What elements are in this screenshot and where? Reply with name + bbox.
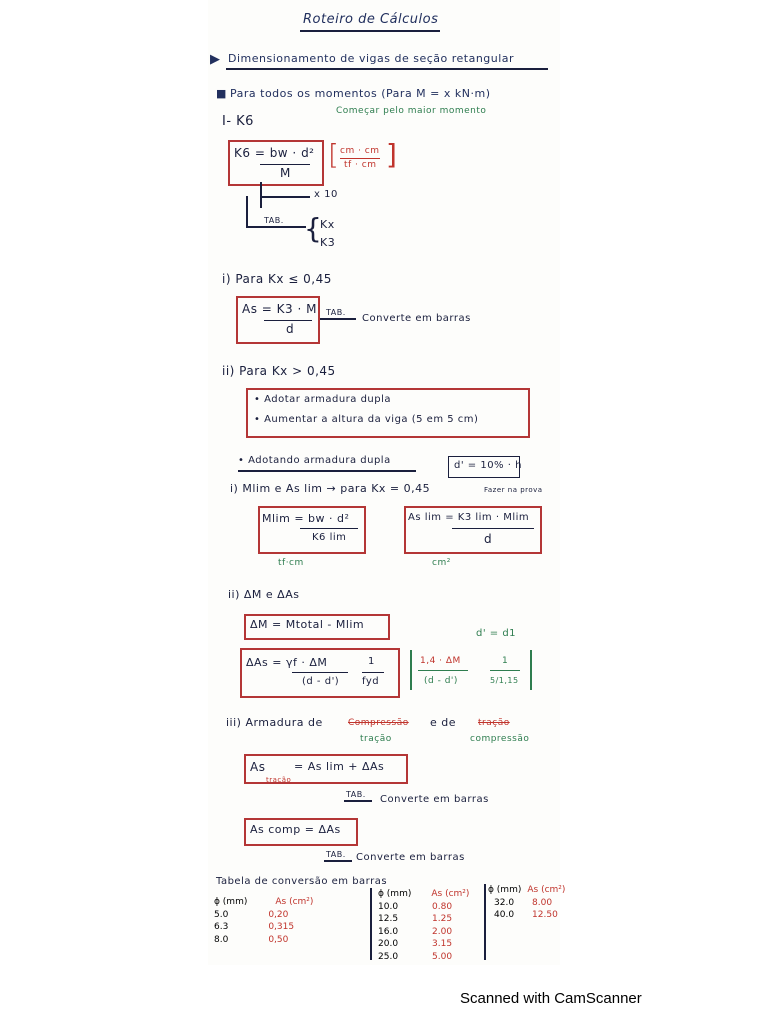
camscanner-footer: Scanned with CamScanner (460, 990, 642, 1007)
table-divider-2 (484, 884, 486, 960)
aslim-den: d (484, 532, 493, 546)
g2-as-2: 2.00 (432, 926, 453, 937)
tab-label-1: TAB. (264, 216, 284, 225)
momentos-hint: Começar pelo maior momento (336, 106, 487, 116)
mlim-num: Mlim = bw · d² (262, 512, 350, 525)
das-den: (d - d') (302, 676, 340, 687)
g1-phi-0: 5.0 (214, 909, 229, 920)
col-as-2: As (cm²) (431, 889, 470, 899)
converte-barras-2: Converte em barras (380, 794, 489, 805)
as-tracao-rhs: = As lim + ΔAs (294, 760, 385, 773)
converte-barras-1: Converte em barras (362, 313, 471, 324)
k6-arrow-down (260, 182, 262, 208)
g1-as-0: 0,20 (268, 909, 289, 920)
as-formula-num: As = K3 · M (242, 302, 317, 316)
k6-units-den: tf · cm (344, 160, 377, 170)
tab-arrow-down (246, 196, 248, 226)
e-de-label: e de (430, 716, 457, 729)
tab-brace: { (304, 212, 323, 245)
page-title: Roteiro de Cálculos (303, 12, 439, 27)
das-fraction-bar (292, 672, 348, 673)
k6-formula-den: M (280, 166, 291, 180)
tab-arrow-right (246, 226, 306, 228)
g3-phi-0: 32.0 (494, 897, 515, 908)
as-tab-arrow (320, 318, 356, 320)
dm-formula: ΔM = Mtotal - Mlim (250, 618, 365, 631)
das-alt2-bar (490, 670, 520, 671)
table-group-2 (378, 888, 469, 963)
k6-formula-num: K6 = bw · d² (234, 146, 315, 160)
comp-tab-arrow (324, 860, 352, 862)
das-alt-bar (418, 670, 468, 671)
g2-phi-4: 25.0 (378, 951, 399, 962)
tab-label-4: TAB. (326, 850, 346, 859)
col-as-3: As (cm²) (527, 885, 566, 895)
tracao-tab-arrow (344, 800, 372, 802)
section-arrow-icon: ▶ (210, 52, 221, 67)
g1-phi-1: 6.3 (214, 922, 229, 932)
g2-phi-3: 20.0 (378, 939, 399, 949)
as-tracao: As (250, 760, 266, 774)
g2-as-0: 0.80 (432, 901, 453, 912)
g3-as-0: 8.00 (532, 897, 553, 908)
das-alt-num: 1,4 · ΔM (420, 656, 461, 666)
table-group-1 (214, 896, 313, 946)
dupla-heading: • Adotando armadura dupla (238, 455, 391, 466)
g2-phi-1: 12.5 (378, 914, 399, 924)
aslim-fraction-bar (452, 528, 534, 529)
fazer-prova: Fazer na prova (484, 486, 543, 494)
col-as-1: As (cm²) (275, 897, 314, 907)
step-iii-label: iii) Armadura de (226, 716, 323, 729)
g1-phi-2: 8.0 (214, 934, 229, 945)
section-underline (226, 68, 548, 70)
dupla-underline (238, 470, 416, 472)
col-phi-3: ϕ (mm) (488, 885, 522, 895)
section-heading: Dimensionamento de vigas de seção retangular (228, 52, 515, 65)
as-comp: As comp = ΔAs (250, 823, 341, 836)
k6-units-num: cm · cm (340, 146, 380, 156)
g2-as-1: 1.25 (432, 914, 453, 924)
das-frac2-den: fyd (362, 676, 380, 687)
g2-as-3: 3.15 (432, 939, 453, 949)
tracao-label: tração (360, 734, 392, 744)
table-heading: Tabela de conversão em barras (216, 876, 388, 887)
struck-word-2: tração (478, 718, 510, 728)
struck-word-1: Compressão (348, 718, 409, 728)
g1-as-1: 0,315 (268, 922, 295, 932)
title-underline (300, 30, 440, 32)
das-left: ΔAs = γf · ΔM (246, 656, 328, 669)
compressao-label: compressão (470, 734, 530, 744)
g2-as-4: 5.00 (432, 951, 453, 962)
col-phi-2: ϕ (mm) (378, 889, 412, 899)
as-tracao-sub: tração (266, 776, 292, 784)
momentos-note: Para todos os momentos (Para M = x kN·m) (230, 87, 491, 100)
k3-label: K3 (320, 236, 336, 249)
g1-as-2: 0,50 (268, 934, 289, 945)
k6-units-bracket-close: ] (386, 138, 398, 171)
mlim-den: K6 lim (312, 532, 347, 543)
mlim-unit: tf·cm (278, 558, 304, 568)
aslim-num: As lim = K3 lim · Mlim (408, 512, 530, 523)
g3-as-1: 12.50 (532, 910, 558, 920)
option-1: • Adotar armadura dupla (254, 394, 392, 405)
bullet-icon: ■ (216, 87, 227, 100)
step1-label: I- K6 (222, 114, 254, 129)
d-hint: d' = 10% · h (454, 460, 522, 471)
step-i-label: i) Mlim e As lim → para Kx = 0,45 (230, 482, 431, 495)
converte-barras-3: Converte em barras (356, 852, 465, 863)
k6-arrow-right (260, 196, 310, 198)
das-frac2-bar (362, 672, 384, 673)
das-alt-den: (d - d') (424, 676, 458, 686)
table-group-3 (488, 884, 565, 922)
col-phi-1: ϕ (mm) (214, 897, 248, 907)
d-eq: d' = d1 (476, 628, 517, 639)
option-2: • Aumentar a altura da viga (5 em 5 cm) (254, 414, 479, 425)
step-ii-label: ii) ΔM e ΔAs (228, 588, 300, 601)
scanned-page (208, 0, 566, 965)
das-alt2-num: 1 (502, 656, 509, 666)
case-i-label: i) Para Kx ≤ 0,45 (222, 272, 332, 286)
das-frac2-num: 1 (368, 656, 375, 667)
aslim-unit: cm² (432, 558, 451, 568)
k6-units-bracket: [ (328, 138, 340, 171)
case-ii-label: ii) Para Kx > 0,45 (222, 364, 336, 378)
das-alt2-den: 5/1,15 (490, 676, 519, 685)
kx-label: Kx (320, 218, 335, 231)
g2-phi-2: 16.0 (378, 926, 399, 937)
tab-label-3: TAB. (346, 790, 366, 799)
as-formula-den: d (286, 322, 295, 336)
tab-label-2: TAB. (326, 308, 346, 317)
g3-phi-1: 40.0 (494, 910, 515, 920)
g2-phi-0: 10.0 (378, 901, 399, 912)
mlim-fraction-bar (300, 528, 358, 529)
table-divider-1 (370, 888, 372, 960)
k6-mult: x 10 (314, 189, 338, 200)
